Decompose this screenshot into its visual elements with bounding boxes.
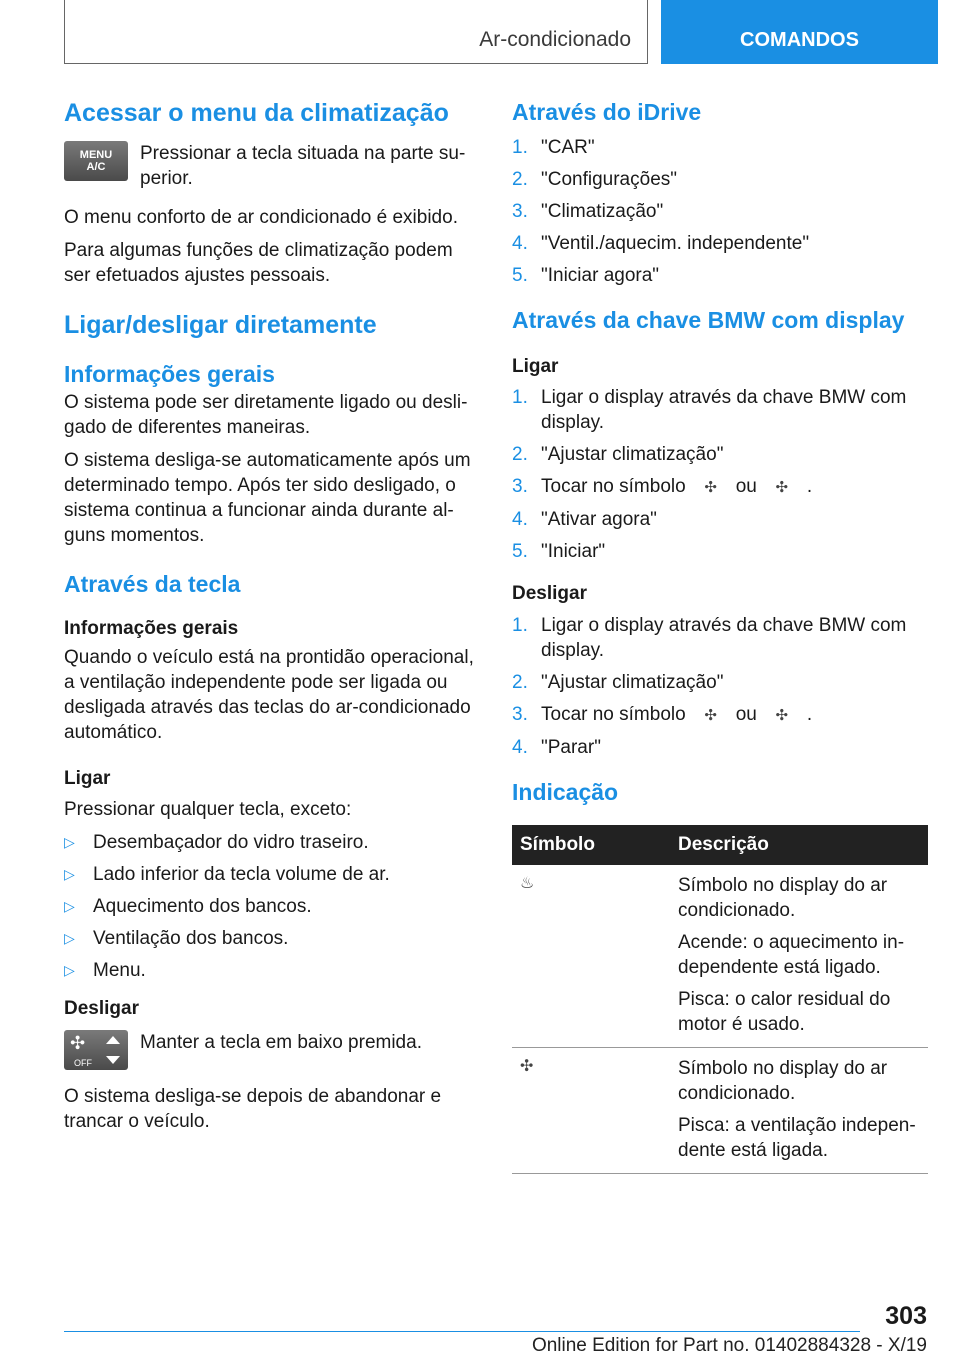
- heading-indicacao: Indicação: [512, 778, 619, 805]
- list-item: ▷ Lado inferior da tecla volume de ar.: [64, 864, 390, 886]
- list-item: ▷ Desembaçador do vidro traseiro.: [64, 832, 369, 854]
- menu-button-line2: A/C: [86, 161, 106, 174]
- fan-icon: ✣: [70, 1033, 86, 1054]
- heading-ligar-desligar: Ligar/desligar diretamente: [64, 311, 377, 340]
- heading-menu: Acessar o menu da climatização: [64, 99, 449, 127]
- chapter-title: COMANDOS: [740, 29, 859, 51]
- list-item: 2. "Ajustar climatização": [512, 671, 724, 693]
- section-tab: [64, 0, 648, 64]
- list-item: 4. "Ativar agora": [512, 509, 657, 531]
- list-item: 3. Tocar no símbolo ✣ ou ✣ .: [512, 474, 928, 500]
- triangle-bullet-icon: ▷: [64, 834, 75, 851]
- desligar-instruction-text: Manter a tecla em baixo premida.: [140, 1032, 422, 1054]
- heading-info-gerais: Informações gerais: [64, 360, 275, 387]
- list-item: 4. "Ventil./aquecim. independente": [512, 232, 810, 254]
- list-item: 1. "CAR": [512, 136, 595, 158]
- menu-ac-button-icon: [64, 141, 128, 181]
- indication-table: [512, 825, 928, 1174]
- heat-icon: ✣: [775, 706, 789, 724]
- list-item: 2. "Configurações": [512, 168, 678, 190]
- list-item: 5. "Iniciar agora": [512, 264, 660, 286]
- desligar-paragraph: O sistema desliga-se depois de abandonar e trancar o veículo.: [64, 1086, 442, 1133]
- subheading-info-gerais: Informações gerais: [64, 618, 239, 639]
- list-item: ▷ Ventilação dos bancos.: [64, 928, 289, 950]
- heading-chave-bmw: Através da chave BMW com display: [512, 306, 905, 333]
- list-item: 4. "Parar": [512, 736, 601, 758]
- triangle-bullet-icon: ▷: [64, 962, 75, 979]
- off-label: OFF: [74, 1058, 92, 1069]
- section-title: Ar-condicionado: [479, 28, 631, 51]
- subheading-ligar: Ligar: [64, 767, 111, 789]
- list-item: 3. Tocar no símbolo ✣ ou ✣ .: [512, 702, 928, 728]
- table-row: ✣ Símbolo no display do ar condicionado. Pisca: a ventilação indepen-dente está ligada.: [512, 1047, 928, 1173]
- table-row: ♨ Símbolo no display do ar condicionado. Acende: o aquecimento in-dependente está ligado. Pisca: o calor residual do motor é usado.: [512, 865, 928, 1048]
- heading-idrive: Através do iDrive: [512, 99, 702, 125]
- subheading-desligar: Desligar: [64, 998, 139, 1020]
- list-item: ▷ Menu.: [64, 960, 146, 982]
- table-header-description: Descrição: [670, 825, 928, 865]
- subheading-desligar: Desligar: [512, 583, 587, 605]
- fan-icon: ✣: [704, 479, 717, 497]
- menu-instruction-text: Pressionar a tecla situada na parte su-perior.: [140, 143, 466, 190]
- fan-off-button-icon: [64, 1030, 128, 1070]
- triangle-bullet-icon: ▷: [64, 898, 75, 915]
- ligar-paragraph: Pressionar qualquer tecla, exceto:: [64, 799, 352, 821]
- chapter-tab: [661, 0, 938, 64]
- list-item: 5. "Iniciar": [512, 541, 606, 563]
- page-number: 303: [885, 1302, 927, 1330]
- list-item: 1. Ligar o display através da chave BMW com display.: [512, 614, 907, 661]
- triangle-bullet-icon: ▷: [64, 866, 75, 883]
- subheading-ligar: Ligar: [512, 355, 559, 377]
- desligar-steps: [512, 613, 928, 760]
- idrive-steps: [512, 135, 928, 288]
- list-item: 1. Ligar o display através da chave BMW com display.: [512, 387, 907, 434]
- info-paragraph-2: O sistema desliga-se automaticamente após um determinado tempo. Após ter sido desligado, o sistema continua a funcionar ainda durante al-guns momentos.: [64, 450, 471, 547]
- heat-icon: ♨: [520, 874, 535, 892]
- list-item: 3. "Climatização": [512, 200, 664, 222]
- menu-paragraph-1: O menu conforto de ar condicionado é exibido.: [64, 207, 458, 229]
- page-header: [64, 0, 938, 64]
- heading-atraves-tecla: Através da tecla: [64, 571, 241, 598]
- heat-icon: ✣: [775, 479, 789, 497]
- triangle-bullet-icon: ▷: [64, 930, 75, 947]
- menu-button-line1: MENU: [79, 149, 113, 162]
- menu-instruction: [64, 141, 478, 191]
- exception-list: [64, 830, 478, 983]
- footer-divider: [64, 1331, 860, 1332]
- list-item: ▷ Aquecimento dos bancos.: [64, 896, 312, 918]
- ligar-steps: [512, 385, 928, 564]
- list-item: 2. "Ajustar climatização": [512, 444, 724, 466]
- menu-paragraph-2: Para algumas funções de climatização podem ser efetuados ajustes pessoais.: [64, 240, 453, 287]
- desligar-instruction: [64, 1030, 478, 1070]
- arrow-up-icon: [106, 1036, 120, 1044]
- fan-icon: ✣: [704, 706, 717, 724]
- footer-edition: Online Edition for Part no. 01402884328 - X/19: [531, 1335, 927, 1356]
- fan-icon: ✣: [520, 1057, 534, 1075]
- right-column: [512, 98, 928, 1174]
- tecla-info-paragraph: Quando o veículo está na prontidão operacional, a ventilação independente pode ser ligada ou desligada através das teclas do ar-condicionado automático.: [64, 646, 474, 743]
- left-column: [64, 98, 478, 1134]
- table-header-symbol: Símbolo: [512, 825, 670, 865]
- arrow-down-icon: [106, 1056, 120, 1064]
- info-paragraph-1: O sistema pode ser diretamente ligado ou desli-gado de diferentes maneiras.: [64, 392, 468, 439]
